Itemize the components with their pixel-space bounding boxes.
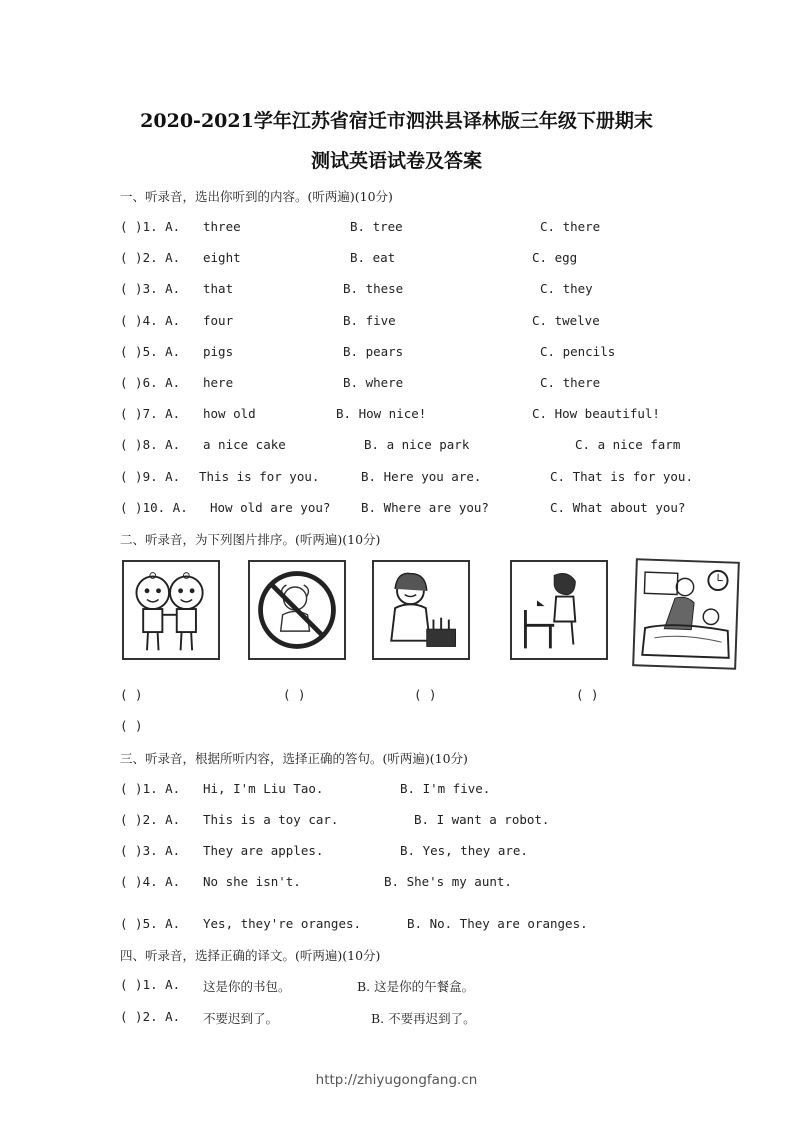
picture-answer-2[interactable]: ( ) — [283, 687, 306, 702]
option-b: B. How nice! — [336, 406, 427, 421]
question-number: ( )9. A. — [120, 469, 181, 484]
option-a: They are apples. — [203, 843, 324, 858]
option-c: C. a nice farm — [575, 437, 681, 452]
question-number: ( )4. A. — [120, 313, 181, 328]
option-c: C. there — [540, 219, 601, 234]
section-2-heading: 二、听录音，为下列图片排序。(听两遍)(10分) — [120, 532, 381, 547]
page-title-line-1: 2020-2021学年江苏省宿迁市泗洪县译林版三年级下册期末 — [140, 110, 653, 132]
option-b: B. Here you are. — [361, 469, 482, 484]
option-a: pigs — [203, 344, 234, 359]
picture-person-sitting — [510, 560, 608, 660]
footer-url[interactable]: http://zhiyugongfang.cn — [315, 1072, 478, 1088]
option-a: here — [203, 375, 234, 390]
question-number: ( )1. A. — [120, 977, 181, 992]
picture-prohibited-girl — [248, 560, 346, 660]
option-c: C. egg — [532, 250, 578, 265]
option-a: Yes, they're oranges. — [203, 916, 362, 931]
option-b: B. a nice park — [364, 437, 470, 452]
option-c: C. That is for you. — [550, 469, 693, 484]
section-4-heading: 四、听录音，选择正确的译文。(听两遍)(10分) — [120, 948, 381, 963]
option-c: C. there — [540, 375, 601, 390]
option-b: B. 不要再迟到了。 — [371, 1011, 476, 1026]
question-number: ( )5. A. — [120, 344, 181, 359]
option-b: B. Yes, they are. — [400, 843, 528, 858]
option-b: B. No. They are oranges. — [407, 916, 588, 931]
option-b: B. tree — [350, 219, 403, 234]
question-number: ( )10. A. — [120, 500, 188, 515]
picture-two-boys — [122, 560, 220, 660]
picture-answer-1[interactable]: ( ) — [120, 687, 143, 702]
option-a: four — [203, 313, 234, 328]
question-number: ( )1. A. — [120, 781, 181, 796]
option-a: This is for you. — [199, 469, 320, 484]
question-number: ( )5. A. — [120, 916, 181, 931]
option-b: B. I want a robot. — [414, 812, 550, 827]
option-a: How old are you? — [210, 500, 331, 515]
option-a: Hi, I'm Liu Tao. — [203, 781, 324, 796]
page-title-line-2: 测试英语试卷及答案 — [310, 150, 482, 172]
option-c: C. they — [540, 281, 593, 296]
picture-answer-3[interactable]: ( ) — [414, 687, 437, 702]
option-b: B. She's my aunt. — [384, 874, 512, 889]
option-b: B. where — [343, 375, 404, 390]
picture-wake-up-in-bed — [632, 558, 740, 670]
two-boys-illustration — [124, 562, 218, 658]
option-a: eight — [203, 250, 241, 265]
option-a: No she isn't. — [203, 874, 301, 889]
prohibition-sign-illustration — [250, 562, 344, 658]
picture-row — [120, 560, 740, 675]
option-c: C. twelve — [532, 313, 600, 328]
option-a: This is a toy car. — [203, 812, 339, 827]
question-number: ( )2. A. — [120, 812, 181, 827]
option-a: a nice cake — [203, 437, 286, 452]
option-a: 不要迟到了。 — [203, 1011, 279, 1026]
section-1-heading: 一、听录音，选出你听到的内容。(听两遍)(10分) — [120, 189, 393, 204]
girl-cake-illustration — [374, 562, 468, 658]
option-c: C. pencils — [540, 344, 616, 359]
option-a: that — [203, 281, 234, 296]
option-c: C. How beautiful! — [532, 406, 660, 421]
sitting-illustration — [512, 562, 606, 658]
option-a: three — [203, 219, 241, 234]
option-b: B. 这是你的午餐盒。 — [357, 979, 475, 994]
bedroom-illustration — [634, 560, 738, 667]
option-b: B. five — [343, 313, 396, 328]
question-number: ( )3. A. — [120, 843, 181, 858]
question-number: ( )6. A. — [120, 375, 181, 390]
option-a: 这是你的书包。 — [203, 979, 291, 994]
question-number: ( )4. A. — [120, 874, 181, 889]
option-b: B. these — [343, 281, 404, 296]
picture-girl-with-cake — [372, 560, 470, 660]
option-c: C. What about you? — [550, 500, 686, 515]
option-b: B. eat — [350, 250, 396, 265]
question-number: ( )8. A. — [120, 437, 181, 452]
question-number: ( )1. A. — [120, 219, 181, 234]
question-number: ( )7. A. — [120, 406, 181, 421]
section-3-heading: 三、听录音，根据所听内容，选择正确的答句。(听两遍)(10分) — [120, 751, 468, 766]
question-number: ( )2. A. — [120, 1009, 181, 1024]
option-b: B. Where are you? — [361, 500, 489, 515]
option-a: how old — [203, 406, 256, 421]
question-number: ( )3. A. — [120, 281, 181, 296]
option-b: B. I'm five. — [400, 781, 491, 796]
option-b: B. pears — [343, 344, 404, 359]
question-number: ( )2. A. — [120, 250, 181, 265]
picture-answer-5[interactable]: ( ) — [120, 718, 143, 733]
picture-answer-4[interactable]: ( ) — [576, 687, 599, 702]
